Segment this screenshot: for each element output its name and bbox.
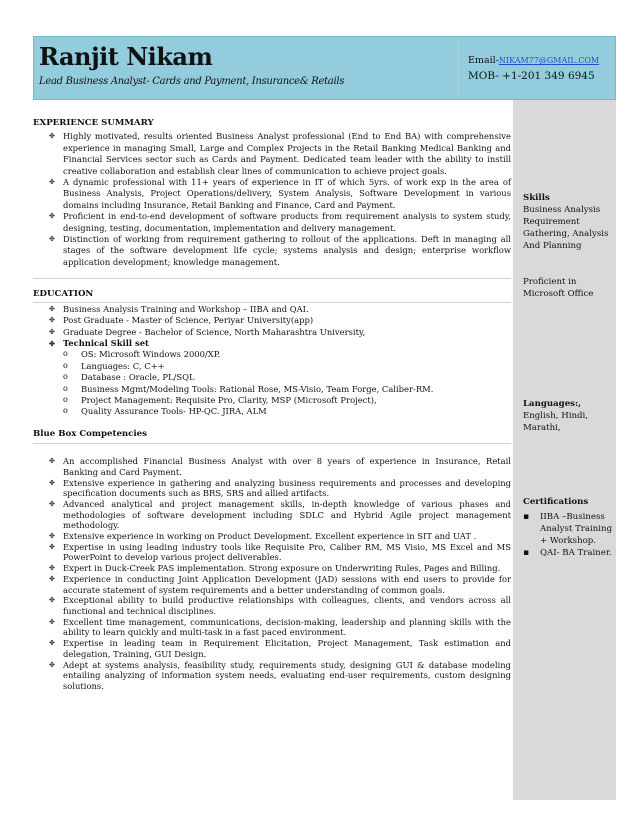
languages-section (523, 398, 603, 434)
competencies-title: Blue Box Competencies (33, 428, 147, 439)
skills-section (523, 192, 619, 252)
resume-header (33, 36, 616, 100)
list-item: ✤ Experience in conducting Joint Application Development (JAD) sessions with end users to provide for accurate statement of system requirements and a better understanding of common goals. (49, 574, 511, 595)
education-list (33, 304, 511, 350)
candidate-role: Lead Business Analyst- Cards and Payment, Insurance& Retails (39, 76, 345, 87)
skills-title: Skills (523, 193, 550, 203)
list-item: ✤ Extensive experience in gathering and analyzing business requirements and processes and developing specification documents such as BRS, SRS and allied artifacts. (49, 478, 511, 499)
skill-item: o Database : Oracle, PL/SQL (63, 372, 511, 383)
list-item: ✤ Graduate Degree - Bachelor of Science, North Maharashtra University, (49, 327, 511, 338)
cert-item: ▪ IIBA –Business Analyst Training + Workshop. (523, 511, 618, 547)
mobile-number: MOB- +1-201 349 6945 (468, 70, 595, 82)
languages-title: Languages:, (523, 399, 582, 409)
education-title: EDUCATION (33, 289, 94, 300)
list-item: ✤ Advanced analytical and project management skills, in-depth knowledge of various phases and methodologies of software development including SDLC and Hybrid Agile project management methodology. (49, 499, 511, 531)
list-item: ✤ Proficient in end-to-end development of software products from requirement analysis to system study, designing, testing, documentation, implementation and delivery management. (49, 211, 511, 234)
sidebar (513, 100, 616, 800)
list-item: ✤ Excellent time management, communications, decision-making, leadership and planning skills with the ability to learn quickly and multi-task in a fast paced environment. (49, 617, 511, 638)
skill-item: o Quality Assurance Tools- HP-QC. JIRA, ALM (63, 406, 511, 417)
office-text: Proficient in Microsoft Office (523, 277, 594, 299)
main-content (33, 118, 511, 692)
experience-title: EXPERIENCE SUMMARY (33, 118, 154, 128)
list-item: ✤ An accomplished Financial Business Analyst with over 8 years of experience in Insurance, Retail Banking and Card Payment. (49, 456, 511, 477)
list-item: ✤ Expertise in using leading industry tools like Requisite Pro, Caliber RM, MS Visio, MS Excel and MS PowerPoint to develop various project deliverables. (49, 542, 511, 563)
languages-text: English, Hindi, Marathi, (523, 411, 588, 433)
list-item: ✤ Extensive experience in working on Product Development. Excellent experience in SIT and UAT . (49, 531, 511, 542)
email-line (468, 55, 599, 66)
list-item: ✤ Distinction of working from requirement gathering to rollout of the applications. Deft in managing all stages of the software development life cycle; systems analysis and design; enterprise workflow application development; knowledge management. (49, 234, 511, 268)
skill-item: o Business Mgmt/Modeling Tools: Rational Rose, MS-Visio, Team Forge, Caliber-RM. (63, 384, 511, 395)
competencies-list (33, 456, 511, 691)
skill-list (33, 349, 511, 417)
skill-item: o OS: Microsoft Windows 2000/XP. (63, 349, 511, 360)
list-item: ✤ A dynamic professional with 11+ years of experience in IT of which 5yrs. of work exp in the area of Business Analysis, Project Operations/delivery, System Analysis, Software Development in various domains including Insurance, Retail Banking and Finance, Card and Payment. (49, 177, 511, 211)
certifications-section (523, 496, 618, 559)
skill-item: o Project Management: Requisite Pro, Clarity, MSP (Microsoft Project), (63, 395, 511, 406)
experience-list (33, 131, 511, 268)
cert-list (523, 511, 618, 559)
list-item: ✤ Exceptional ability to build productive relationships with colleagues, clients, and vendors across all functional and technical disciplines. (49, 595, 511, 616)
email-label: Email- (468, 55, 499, 66)
list-item: ✤ Post Graduate - Master of Science, Periyar University(app) (49, 315, 511, 326)
list-item: ✤ Expert in Duck-Creek PAS implementation. Strong exposure on Underwriting Rules, Pages and Billing. (49, 563, 511, 574)
email-link[interactable]: NIKAM77@GMAIL.COM (498, 56, 600, 65)
header-divider (458, 37, 459, 99)
list-item: ✤ Highly motivated, results oriented Business Analyst professional (End to End BA) with comprehensive experience in managing Small, Large and Complex Projects in the Retail Banking Medical Banking and Financial Services sector such as Cards and Payment. Dedicated team leader with the ability to instill creative collaboration and establish clear lines of communication to achieve project goals. (49, 131, 511, 177)
divider (33, 302, 511, 303)
cert-item: ▪ QAI- BA Trainer. (523, 547, 618, 559)
divider (33, 278, 511, 279)
skills-text: Business Analysis Requirement Gathering, Analysis And Planning (523, 205, 609, 251)
list-item: ✤ Business Analysis Training and Workshop – IIBA and QAI. (49, 304, 511, 315)
certifications-title: Certifications (523, 497, 589, 507)
list-item: ✤ Expertise in leading team in Requirement Elicitation, Project Management, Task estimation and delegation, Training, GUI Design. (49, 638, 511, 659)
list-item: ✤ Technical Skill set (49, 338, 511, 349)
divider (33, 443, 511, 444)
list-item: ✤ Adept at systems analysis, feasibility study, requirements study, designing GUI & database modeling entailing analyzing of information system needs, evaluating end-user requirements, custom designing solutions. (49, 660, 511, 692)
candidate-name: Ranjit Nikam (39, 42, 213, 71)
skill-item: o Languages: C, C++ (63, 361, 511, 372)
